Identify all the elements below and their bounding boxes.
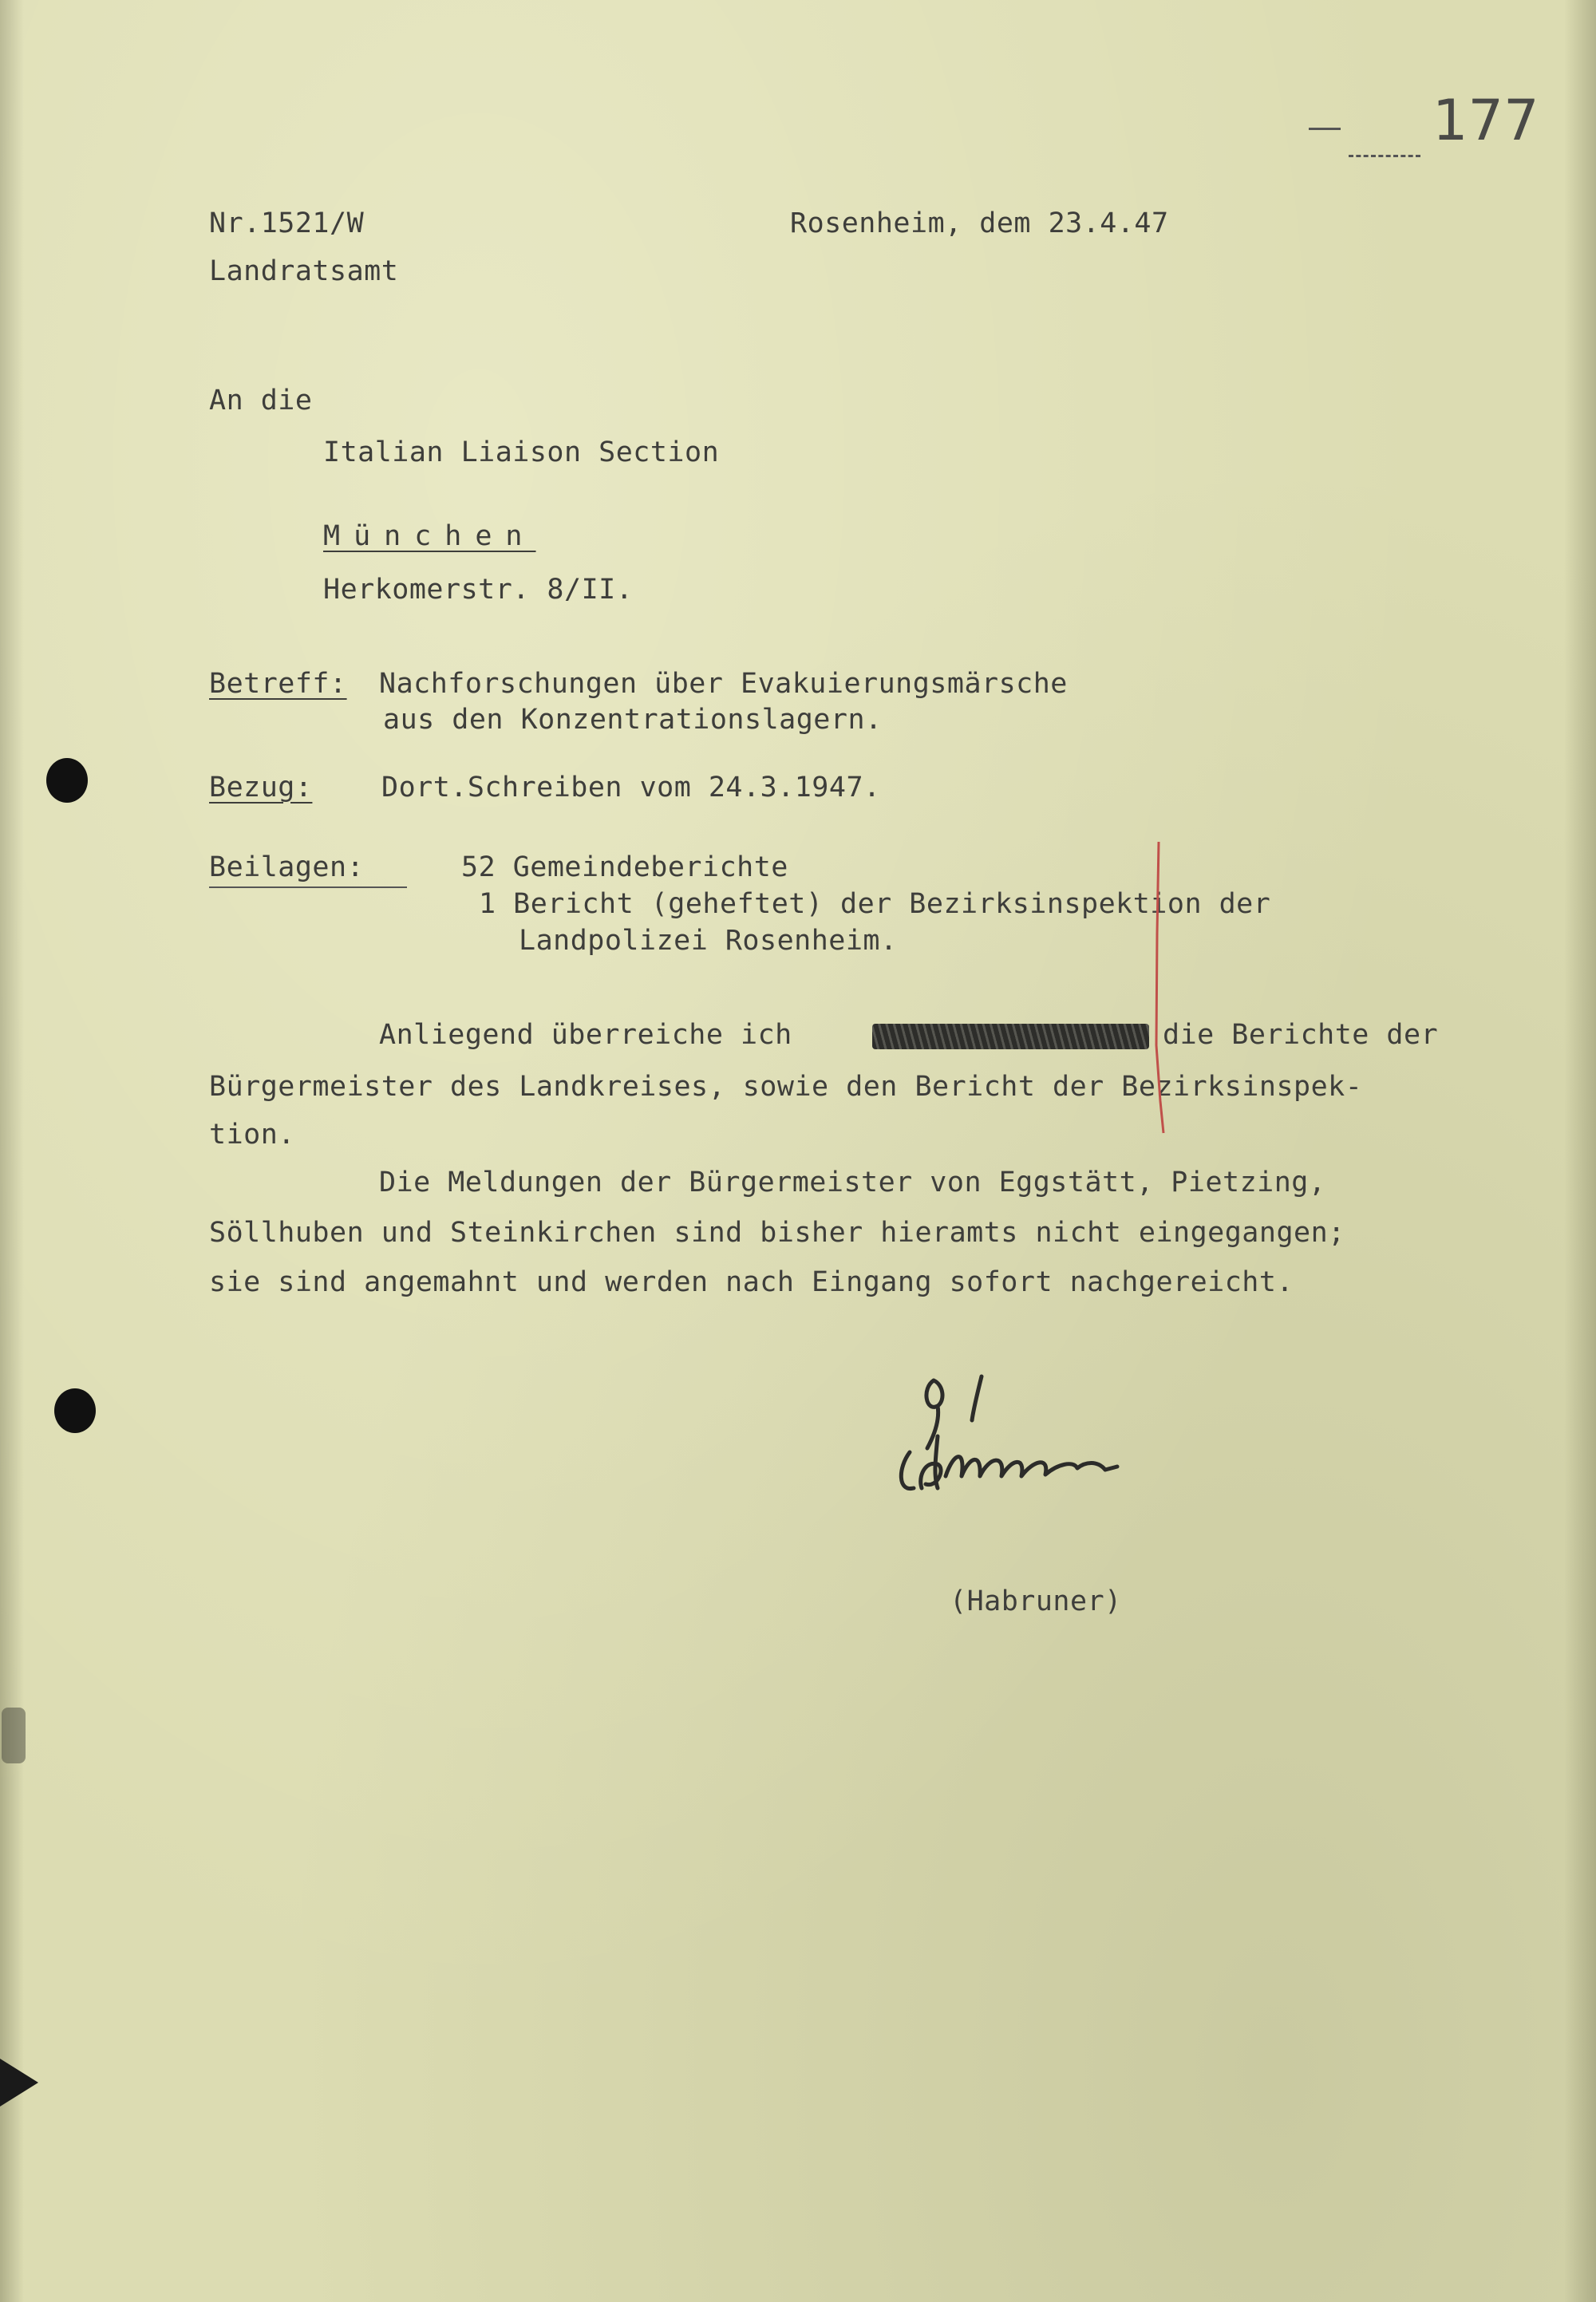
subject-label: Betreff: — [209, 668, 347, 700]
enclosure-item-2-line-1: 1 Bericht (geheftet) der Bezirksinspektion der — [479, 888, 1271, 920]
paragraph-2-line-2: Söllhuben und Steinkirchen sind bisher hieramts nicht eingegangen; — [209, 1217, 1345, 1249]
salutation: An die — [209, 385, 313, 417]
enclosure-item-1: 52 Gemeindeberichte — [461, 851, 788, 883]
binder-mark — [0, 2059, 38, 2107]
recipient-city: München — [323, 520, 536, 552]
subject-line-2: aus den Konzentrationslagern. — [383, 704, 883, 736]
reference-label: Bezug: — [209, 772, 313, 804]
recipient: Italian Liaison Section — [323, 436, 720, 468]
signatory-name: (Habruner) — [950, 1585, 1122, 1617]
paragraph-1-line-3: tion. — [209, 1119, 295, 1151]
page-dash-mark — [1309, 128, 1341, 130]
paragraph-1-line-1b: die Berichte der — [1163, 1019, 1439, 1051]
paragraph-2-line-1: Die Meldungen der Bürgermeister von Eggstätt, Pietzing, — [379, 1167, 1326, 1198]
subject-line-1: Nachforschungen über Evakuierungsmärsche — [379, 668, 1068, 700]
page-number: 177 — [1432, 88, 1539, 153]
page-dotted-mark — [1349, 155, 1420, 157]
paragraph-1-line-1a: Anliegend überreiche ich — [379, 1019, 792, 1051]
enclosures-label-underline — [209, 886, 407, 888]
red-pencil-line — [1149, 838, 1173, 1141]
punch-hole-top — [46, 758, 88, 803]
reference-number: Nr.1521/W — [209, 207, 365, 239]
paragraph-1-line-2: Bürgermeister des Landkreises, sowie den Bericht der Bezirksinspek- — [209, 1071, 1363, 1103]
strikeout-redaction — [872, 1024, 1149, 1049]
enclosure-item-2-line-2: Landpolizei Rosenheim. — [519, 925, 898, 957]
punch-hole-bottom — [54, 1388, 96, 1433]
reference-text: Dort.Schreiben vom 24.3.1947. — [381, 772, 881, 804]
enclosures-label: Beilagen: — [209, 851, 365, 883]
paragraph-2-line-3: sie sind angemahnt und werden nach Eingang sofort nachgereicht. — [209, 1266, 1294, 1298]
recipient-street: Herkomerstr. 8/II. — [323, 574, 634, 606]
handwritten-signature — [878, 1356, 1213, 1516]
office-name: Landratsamt — [209, 255, 399, 287]
edge-stain — [2, 1708, 26, 1763]
place-date: Rosenheim, dem 23.4.47 — [790, 207, 1169, 239]
